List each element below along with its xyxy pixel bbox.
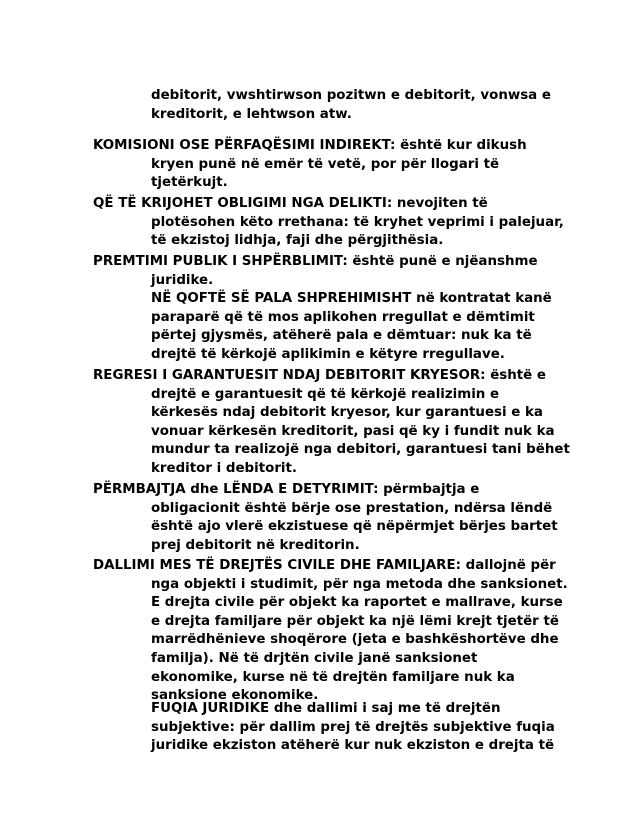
paragraph-komisioni — [93, 137, 553, 193]
text-line: është ajo vlerë ekzistuese që nëpërmjet bërjes bartet — [151, 519, 558, 535]
paragraph-fuqia — [93, 700, 553, 756]
text-line: kryen punë në emër të vetë, por për llogari të — [151, 156, 500, 172]
text-line: nga objekti i studimit, për nga metoda dhe sanksionet. — [151, 576, 568, 592]
text-line: marrëdhënieve shoqërore (jeta e bashkëshortëve dhe — [151, 632, 559, 648]
text-line: NË QOFTË SË PALA SHPREHIMISHT në kontratat kanë — [151, 291, 552, 307]
text-line: të ekzistoj lidhja, faji dhe përgjithësia. — [151, 233, 444, 249]
paragraph-dallimi — [93, 557, 568, 706]
text-line: FUQIA JURIDIKE dhe dallimi i saj me të drejtën — [151, 701, 501, 716]
text-line: obligacionit është bërje ose prestation, ndërsa lëndë — [151, 500, 553, 516]
text-line: tjetërkujt. — [151, 175, 228, 191]
text-line: DALLIMI MES TË DREJTËS CIVILE DHE FAMILJARE: dallojnë për — [93, 558, 556, 573]
text-line: juridike ekziston atëherë kur nuk ekziston e drejta të — [151, 738, 555, 754]
text-line: familja). Në të drjtën civile janë sanksionet — [151, 650, 478, 666]
text-line: sanksione ekonomike. — [151, 688, 319, 704]
text-line: ekonomike, kurse në të drejtën familjare nuk ka — [151, 669, 515, 685]
text-line: E drejta civile për objekt ka raportet e mallrave, kurse — [151, 595, 563, 611]
text-line: mundur ta realizojë nga debitori, garantuesi tani bëhet — [151, 442, 570, 458]
text-line: plotësohen këto rrethana: të kryhet veprimi i palejuar, — [151, 214, 564, 230]
text-line: e drejta familjare për objekt ka një lëmi krejt tjetër të — [151, 613, 559, 629]
paragraph-permbajtja — [93, 481, 558, 555]
text-line: drejtë e garantuesit që të kërkojë realizimin e — [151, 386, 500, 402]
paragraph-obligimi — [93, 195, 564, 251]
text-line: përtej gjysmës, atëherë pala e dëmtuar: nuk ka të — [151, 328, 532, 344]
text-line: QË TË KRIJOHET OBLIGIMI NGA DELIKTI: nevojiten të — [93, 196, 488, 211]
text-line: drejtë të kërkojë aplikimin e këtyre rregullave. — [151, 346, 505, 362]
text-line: KOMISIONI OSE PËRFAQËSIMI INDIREKT: është kur dikush — [93, 138, 527, 153]
text-line: paraparë që të mos aplikohen rregullat e dëmtimit — [151, 309, 535, 325]
text-line: REGRESI I GARANTUESIT NDAJ DEBITORIT KRYESOR: është e — [93, 368, 547, 383]
paragraph-regresi — [93, 367, 570, 479]
text-line: PREMTIMI PUBLIK I SHPËRBLIMIT: është punë e njëanshme — [93, 254, 538, 269]
text-line: kreditorit, e lehtwson atw. — [151, 106, 352, 122]
text-line: juridike. — [151, 272, 214, 288]
text-line: vonuar kërkesën kreditorit, pasi që ky i fundit nuk ka — [151, 423, 555, 439]
text-line: subjektive: për dallim prej të drejtës subjektive fuqia — [151, 719, 555, 735]
text-line: PËRMBAJTJA dhe LËNDA E DETYRIMIT: përmbajtja e — [93, 482, 480, 497]
text-line: debitorit, vwshtirwson pozitwn e debitorit, vonwsa e — [151, 88, 551, 103]
text-line: prej debitorit në kreditorin. — [151, 537, 360, 553]
text-line: kreditor i debitorit. — [151, 460, 298, 476]
text-line: kërkesës ndaj debitorit kryesor, kur garantuesi e ka — [151, 405, 543, 421]
paragraph-premtimi — [93, 253, 553, 365]
paragraph-intro — [93, 87, 553, 124]
